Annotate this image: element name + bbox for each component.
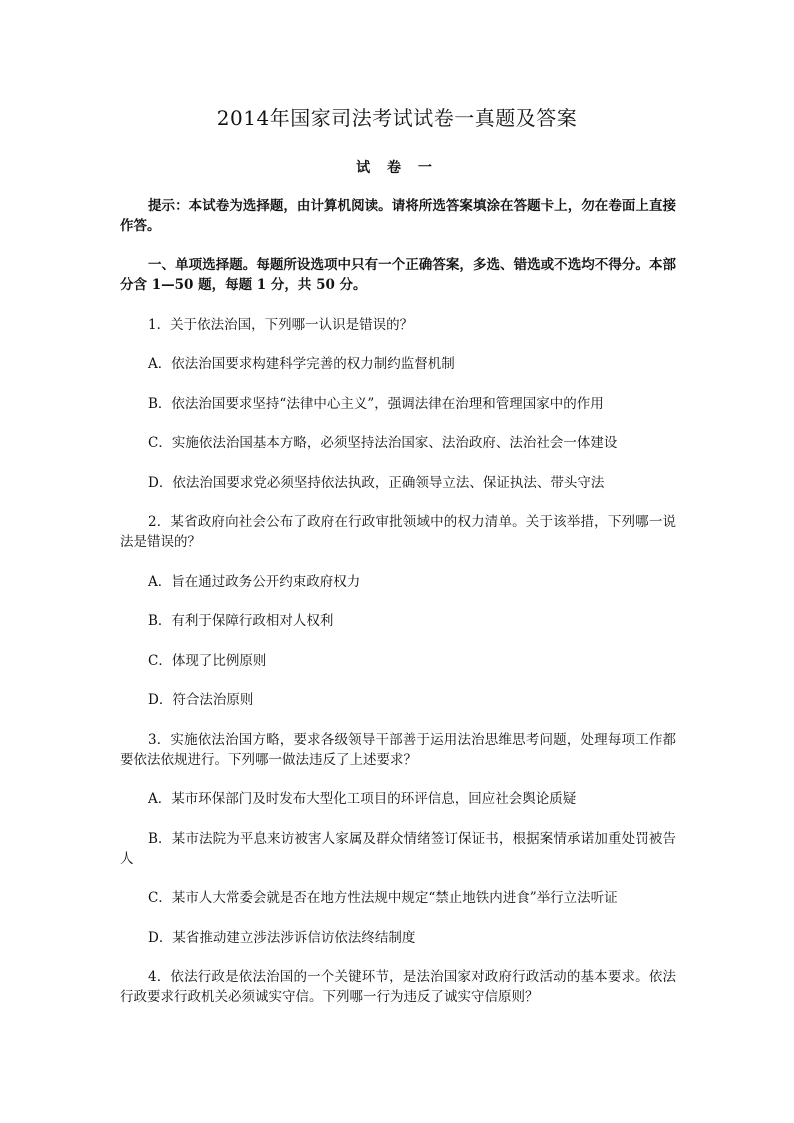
answer-option: B．有利于保障行政相对人权利 bbox=[148, 613, 334, 629]
question-stem: 1．关于依法治国，下列哪一认识是错误的？ bbox=[148, 316, 414, 333]
answer-option: C．实施依法治国基本方略，必须坚持法治国家、法治政府、法治社会一体建设 bbox=[148, 435, 618, 451]
document-title: 2014年国家司法考试试卷一真题及答案 bbox=[216, 106, 578, 130]
answer-option: A．某市环保部门及时发布大型化工项目的环评信息，回应社会舆论质疑 bbox=[148, 791, 577, 807]
answer-option: C．体现了比例原则 bbox=[148, 652, 267, 669]
document-subtitle: 试 卷 一 bbox=[356, 160, 438, 176]
answer-option: D．符合法治原则 bbox=[148, 692, 254, 708]
answer-option: A．旨在通过政务公开约束政府权力 bbox=[148, 573, 361, 590]
section-heading: 一、单项选择题。每题所设选项中只有一个正确答案，多选、错选或不选均不得分。本部分含 1—50 题，每题 1 分，共 50 分。 bbox=[120, 257, 676, 293]
question-stem: 2．某省政府向社会公布了政府在行政审批领域中的权力清单。关于该举措，下列哪一说法是错误的？ bbox=[120, 514, 676, 550]
answer-option: D．依法治国要求党必须坚持依法执政，正确领导立法、保证执法、带头守法 bbox=[148, 474, 605, 491]
answer-option: B．某市法院为平息来访被害人家属及群众情绪签订保证书，根据案情承诺加重处罚被告人 bbox=[120, 830, 676, 867]
answer-option: D．某省推动建立涉法涉诉信访依法终结制度 bbox=[148, 929, 416, 946]
question-stem: 3．实施依法治国方略，要求各级领导干部善于运用法治思维思考问题，处理每项工作都要依法依规进行。下列哪一做法违反了上述要求？ bbox=[120, 731, 676, 768]
answer-option: A．依法治国要求构建科学完善的权力制约监督机制 bbox=[148, 356, 455, 372]
document-body bbox=[120, 196, 676, 1007]
answer-option: C．某市人大常委会就是否在地方性法规中规定“禁止地铁内进食”举行立法听证 bbox=[148, 890, 618, 906]
question-stem: 4．依法行政是依法治国的一个关键环节，是法治国家对政府行政活动的基本要求。依法行政要求行政机关必须诚实守信。下列哪一行为违反了诚实守信原则？ bbox=[120, 969, 676, 1005]
answer-option: B．依法治国要求坚持“法律中心主义”，强调法律在治理和管理国家中的作用 bbox=[148, 395, 604, 412]
notice-paragraph: 提示：本试卷为选择题，由计算机阅读。请将所选答案填涂在答题卡上，勿在卷面上直接作答。 bbox=[120, 198, 676, 234]
